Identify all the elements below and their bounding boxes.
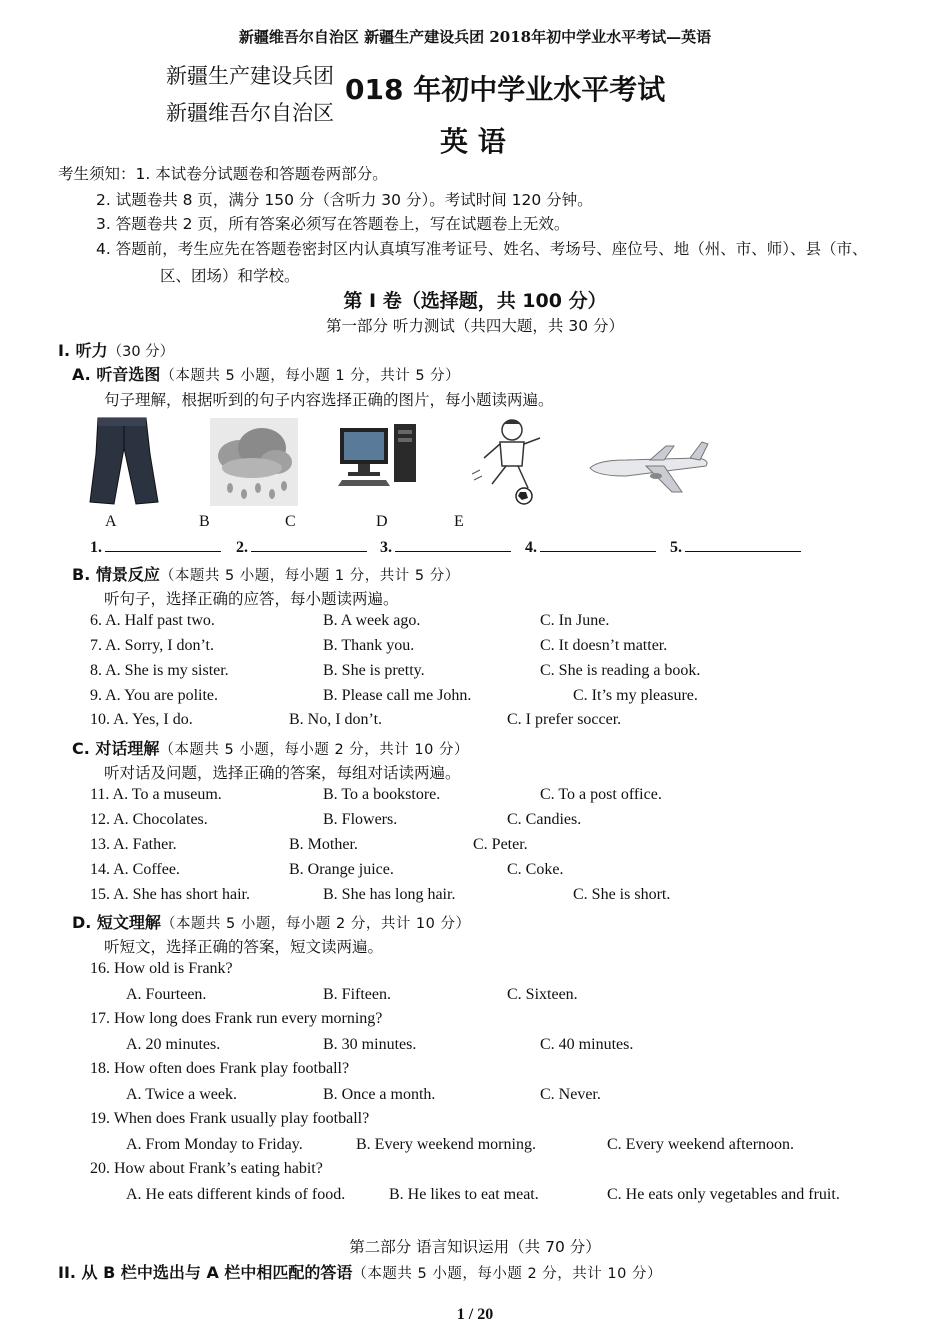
q19-c: C. Every weekend afternoon. [607, 1136, 795, 1153]
region-line-1: 新疆生产建设兵团 [166, 64, 334, 88]
q6-c: C. In June. [540, 612, 610, 629]
rain-cloud-picture [210, 418, 298, 506]
part2-heading: 第二部分 语言知识运用（共 70 分） [349, 1238, 601, 1256]
blank-3-number: 3. [380, 539, 392, 556]
q11-c: C. To a post office. [540, 786, 662, 803]
page-number: 1 / 20 [456, 1306, 494, 1323]
computer-picture [338, 422, 420, 492]
sectionD-heading [72, 910, 471, 933]
q20-a: A. He eats different kinds of food. [126, 1186, 346, 1203]
q18-b: B. Once a month. [323, 1086, 436, 1103]
q12-c: C. Candies. [507, 811, 582, 828]
notes-label-text: 考生须知： [58, 165, 136, 183]
q13-b: B. Mother. [289, 836, 358, 853]
page-header: 新疆维吾尔自治区 新疆生产建设兵团 2018年初中学业水平考试—英语 [238, 28, 712, 46]
volume-heading: 第 Ⅰ 卷（选择题，共 100 分） [343, 290, 607, 312]
q8-b: B. She is pretty. [323, 662, 425, 679]
q10-a: 10. A. Yes, I do. [90, 711, 193, 728]
q20-question: 20. How about Frank’s eating habit? [90, 1160, 323, 1177]
q15-b: B. She has long hair. [323, 886, 456, 903]
subject-title: 英 语 [440, 125, 506, 158]
q8-a: 8. A. She is my sister. [90, 662, 229, 679]
sectionC-instruction: 听对话及问题，选择正确的答案，每组对话读两遍。 [104, 764, 461, 782]
q15-c: C. She is short. [573, 886, 671, 903]
q10-c: C. I prefer soccer. [507, 711, 622, 728]
q11-b: B. To a bookstore. [323, 786, 441, 803]
q9-c: C. It’s my pleasure. [573, 687, 698, 704]
note-3: 3. 答题卷共 2 页，所有答案必须写在答题卷上，写在试题卷上无效。 [96, 215, 570, 233]
q17-b: B. 30 minutes. [323, 1036, 417, 1053]
sectionD-note: （本题共 5 小题，每小题 2 分，共计 10 分） [160, 916, 471, 932]
q12-a: 12. A. Chocolates. [90, 811, 208, 828]
picture-label-b: B [199, 513, 210, 530]
q19-b: B. Every weekend morning. [356, 1136, 536, 1153]
note-4a: 4. 答题前，考生应先在答题卷密封区内认真填写准考证号、姓名、考场号、座位号、地（州、市、师）、县（市、 [96, 240, 868, 258]
picture-label-d: D [376, 513, 388, 530]
q7-a: 7. A. Sorry, I don’t. [90, 637, 214, 654]
q6-b: B. A week ago. [323, 612, 421, 629]
q17-c: C. 40 minutes. [540, 1036, 634, 1053]
blank-4-number: 4. [525, 539, 537, 556]
blank-5-number: 5. [670, 539, 682, 556]
sectionA-instruction: 句子理解，根据听到的句子内容选择正确的图片，每小题读两遍。 [104, 391, 554, 409]
q16-question: 16. How old is Frank? [90, 960, 233, 977]
sectionII-heading [58, 1260, 662, 1283]
sectionC-heading [72, 736, 469, 759]
boy-soccer-picture [470, 414, 558, 506]
region-line-2: 新疆维吾尔自治区 [166, 101, 334, 125]
q19-a: A. From Monday to Friday. [126, 1136, 303, 1153]
blank-3 [380, 538, 511, 557]
sectionC-note: （本题共 5 小题，每小题 2 分，共计 10 分） [159, 742, 469, 758]
q17-a: A. 20 minutes. [126, 1036, 221, 1053]
blank-5 [670, 538, 801, 557]
sectionD-label: D. 短文理解 [72, 913, 161, 932]
sectionB-heading [72, 562, 460, 585]
q18-a: A. Twice a week. [126, 1086, 237, 1103]
sectionA-note: （本题共 5 小题，每小题 1 分，共计 5 分） [160, 368, 461, 384]
picture-label-c: C [285, 513, 296, 530]
sectionB-instruction: 听句子，选择正确的应答，每小题读两遍。 [104, 590, 399, 608]
sectionB-note: （本题共 5 小题，每小题 1 分，共计 5 分） [159, 568, 460, 584]
airplane-picture [586, 436, 714, 496]
blank-4 [525, 538, 656, 557]
q20-c: C. He eats only vegetables and fruit. [607, 1186, 840, 1203]
q13-c: C. Peter. [473, 836, 528, 853]
blank-2 [236, 538, 367, 557]
sectionB-label: B. 情景反应 [72, 565, 160, 584]
note-1: 1. 本试卷分试题卷和答题卷两部分。 [135, 165, 388, 183]
q9-a: 9. A. You are polite. [90, 687, 218, 704]
q13-a: 13. A. Father. [90, 836, 177, 853]
q6-a: 6. A. Half past two. [90, 612, 215, 629]
q9-b: B. Please call me John. [323, 687, 472, 704]
part1-heading: 第一部分 听力测试（共四大题，共 30 分） [325, 317, 624, 335]
blank-2-number: 2. [236, 539, 248, 556]
q19-question: 19. When does Frank usually play football? [90, 1110, 370, 1127]
q20-b: B. He likes to eat meat. [389, 1186, 539, 1203]
q10-b: B. No, I don’t. [289, 711, 383, 728]
q15-a: 15. A. She has short hair. [90, 886, 250, 903]
notes-label [58, 162, 388, 184]
blank-1-number: 1. [90, 539, 102, 556]
q16-b: B. Fifteen. [323, 986, 391, 1003]
q14-c: C. Coke. [507, 861, 564, 878]
picture-label-e: E [454, 513, 464, 530]
q7-b: B. Thank you. [323, 637, 415, 654]
q18-question: 18. How often does Frank play football? [90, 1060, 350, 1077]
exam-title: 018 年初中学业水平考试 [345, 73, 666, 106]
q17-question: 17. How long does Frank run every morning? [90, 1010, 383, 1027]
note-4b: 区、团场）和学校。 [160, 267, 300, 285]
blank-1 [90, 538, 221, 557]
sectionA-heading [72, 362, 460, 385]
picture-label-a: A [105, 513, 117, 530]
q7-c: C. It doesn’t matter. [540, 637, 668, 654]
sectionC-label: C. 对话理解 [72, 739, 160, 758]
q16-c: C. Sixteen. [507, 986, 578, 1003]
q14-b: B. Orange juice. [289, 861, 394, 878]
q18-c: C. Never. [540, 1086, 601, 1103]
q11-a: 11. A. To a museum. [90, 786, 222, 803]
listening-label: I. 听力 [58, 341, 108, 360]
note-2: 2. 试题卷共 8 页，满分 150 分（含听力 30 分）。考试时间 120 分钟。 [96, 191, 593, 209]
q14-a: 14. A. Coffee. [90, 861, 180, 878]
sectionA-label: A. 听音选图 [72, 365, 161, 384]
pants-picture [84, 414, 164, 506]
q8-c: C. She is reading a book. [540, 662, 701, 679]
sectionII-note: （本题共 5 小题，每小题 2 分，共计 10 分） [352, 1266, 662, 1282]
q16-a: A. Fourteen. [126, 986, 207, 1003]
listening-score: （30 分） [107, 344, 175, 360]
sectionD-instruction: 听短文，选择正确的答案，短文读两遍。 [104, 938, 384, 956]
q12-b: B. Flowers. [323, 811, 398, 828]
listening-heading [58, 338, 174, 361]
sectionII-label: II. 从 B 栏中选出与 A 栏中相匹配的答语 [58, 1263, 353, 1282]
